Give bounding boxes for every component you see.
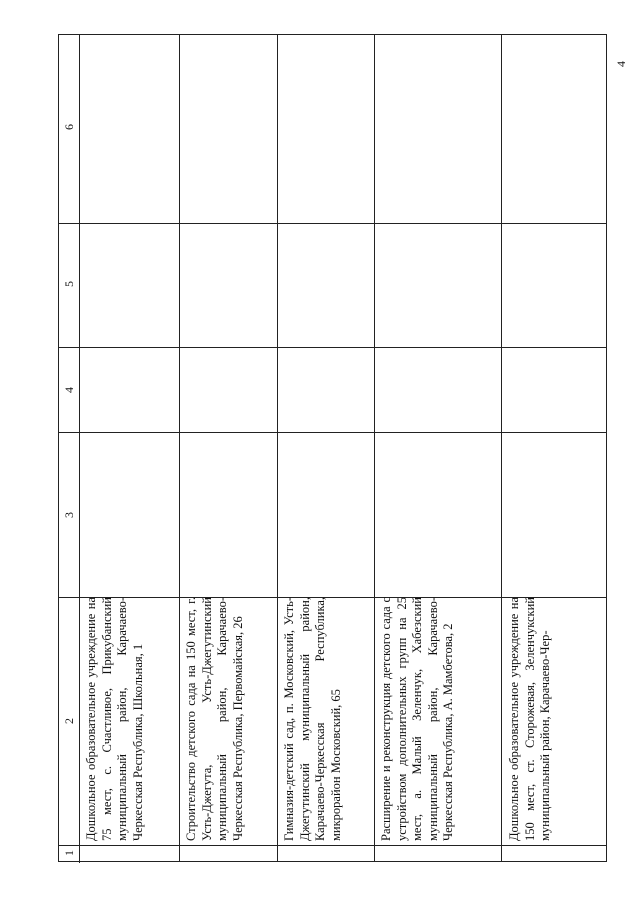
header-col-4: 4 bbox=[62, 387, 76, 393]
col-divider-4 bbox=[59, 347, 606, 348]
col-divider-3 bbox=[59, 432, 606, 433]
page-number bbox=[614, 57, 628, 71]
col-divider-1 bbox=[59, 845, 606, 846]
row-2-description: Строительство детского сада на 150 мест, г. Усть-Джегута, Усть-Джегутинский муниципальный район, Карачаево-Черкесская Республика, Первомайская, 26 bbox=[184, 597, 245, 841]
header-col-5: 5 bbox=[62, 281, 76, 287]
row-5-description: Дошкольное образовательное учреждение на 150 мест, ст. Сторожевая, Зеленчукский муниципальный район, Карачаево-Чер- bbox=[507, 597, 552, 841]
header-col-2: 2 bbox=[62, 718, 76, 724]
header-col-3: 3 bbox=[62, 512, 76, 518]
header-col-6: 6 bbox=[62, 124, 76, 130]
row-3-description: Гимназия-детский сад, п. Московский, Усть-Джегутинский муниципальный район, Карачаево-Черкесская Республика, микрорайон Московский, 65 bbox=[282, 597, 343, 841]
header-col-1: 1 bbox=[62, 850, 76, 856]
col-divider-5 bbox=[59, 223, 606, 224]
header-divider bbox=[79, 35, 80, 863]
row-divider-4 bbox=[501, 35, 502, 861]
row-4-description: Расширение и реконструкция детского сада с устройством дополнительных групп на 25 мест, а. Малый Зеленчук, Хабезский муниципальный район, Карачаево-Черкесская Республика, А. Мамбетова, 2 bbox=[379, 597, 455, 841]
row-divider-2 bbox=[277, 35, 278, 861]
row-1-description: Дошкольное образовательное учреждение на 75 мест, с. Счастливое, Прикубанский муниципальный район, Карачаево-Черкесская Республика, Школьная, 1 bbox=[84, 597, 145, 841]
data-table bbox=[58, 34, 607, 862]
row-divider-3 bbox=[374, 35, 375, 861]
row-divider-1 bbox=[179, 35, 180, 861]
page-number-text: 4 bbox=[614, 61, 628, 67]
